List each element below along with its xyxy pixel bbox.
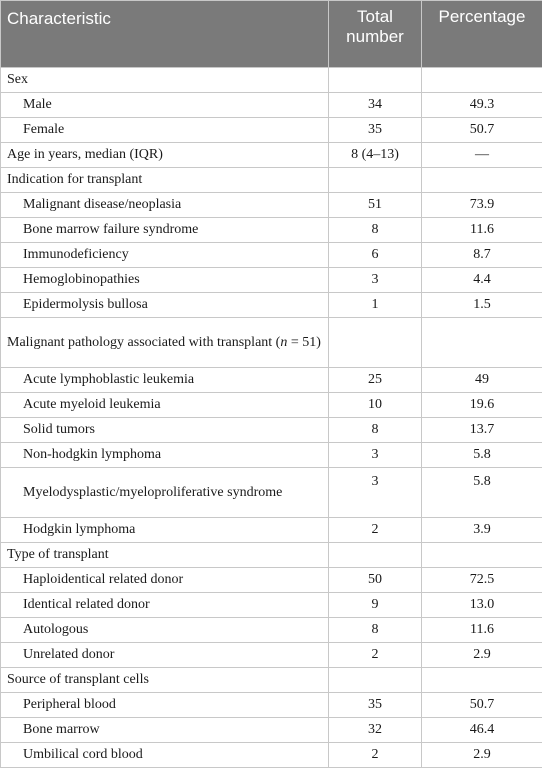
table-row — [1, 593, 542, 618]
table-row — [1, 643, 542, 668]
table-body — [1, 68, 542, 768]
section-label: Age in years, median (IQR) — [1, 143, 329, 168]
section-row — [1, 168, 542, 193]
percentage-cell: 50.7 — [422, 118, 542, 143]
table-row — [1, 268, 542, 293]
section-row — [1, 68, 542, 93]
table-row — [1, 393, 542, 418]
row-label: Hodgkin lymphoma — [1, 518, 329, 543]
percentage-cell: 49.3 — [422, 93, 542, 118]
label-part: Malignant pathology associated with transplant ( — [7, 335, 280, 350]
percentage-cell: 11.6 — [422, 218, 542, 243]
percentage-cell: 50.7 — [422, 693, 542, 718]
row-label: Male — [1, 93, 329, 118]
total-number-cell — [329, 318, 422, 368]
percentage-cell: 11.6 — [422, 618, 542, 643]
table-row — [1, 518, 542, 543]
total-number-cell: 51 — [329, 193, 422, 218]
total-number-cell: 2 — [329, 518, 422, 543]
percentage-cell: 13.0 — [422, 593, 542, 618]
total-number-cell: 8 (4–13) — [329, 143, 422, 168]
header-row — [1, 1, 542, 68]
percentage-cell: 73.9 — [422, 193, 542, 218]
row-label: Haploidentical related donor — [1, 568, 329, 593]
header-total-number: Total number — [329, 1, 422, 68]
table-row — [1, 568, 542, 593]
row-label: Malignant disease/neoplasia — [1, 193, 329, 218]
table-row — [1, 93, 542, 118]
percentage-cell: 19.6 — [422, 393, 542, 418]
percentage-cell: 46.4 — [422, 718, 542, 743]
row-label: Female — [1, 118, 329, 143]
table-row — [1, 293, 542, 318]
header-percentage: Percentage — [422, 1, 542, 68]
table-header — [1, 1, 542, 68]
percentage-cell: 3.9 — [422, 518, 542, 543]
percentage-cell — [422, 168, 542, 193]
table-row — [1, 468, 542, 518]
table-row — [1, 418, 542, 443]
table-row — [1, 618, 542, 643]
table-row — [1, 693, 542, 718]
row-label: Acute lymphoblastic leukemia — [1, 368, 329, 393]
table-row — [1, 193, 542, 218]
section-label — [1, 318, 329, 368]
row-label: Hemoglobinopathies — [1, 268, 329, 293]
row-label: Identical related donor — [1, 593, 329, 618]
row-label: Immunodeficiency — [1, 243, 329, 268]
label-n-italic: n — [280, 335, 287, 350]
table-row — [1, 118, 542, 143]
percentage-cell — [422, 318, 542, 368]
percentage-cell — [422, 543, 542, 568]
percentage-cell: 4.4 — [422, 268, 542, 293]
percentage-cell: 13.7 — [422, 418, 542, 443]
header-characteristic: Characteristic — [1, 1, 329, 68]
percentage-cell — [422, 68, 542, 93]
percentage-cell: 5.8 — [422, 443, 542, 468]
total-number-cell — [329, 668, 422, 693]
total-number-cell — [329, 168, 422, 193]
table-row — [1, 443, 542, 468]
total-number-cell — [329, 543, 422, 568]
table-row — [1, 243, 542, 268]
percentage-cell: 49 — [422, 368, 542, 393]
percentage-cell: 2.9 — [422, 643, 542, 668]
total-number-cell: 50 — [329, 568, 422, 593]
row-label: Peripheral blood — [1, 693, 329, 718]
percentage-cell: 5.8 — [422, 468, 542, 518]
table-row — [1, 218, 542, 243]
total-number-cell — [329, 68, 422, 93]
total-number-cell: 32 — [329, 718, 422, 743]
table-row — [1, 718, 542, 743]
section-row — [1, 543, 542, 568]
label-part: = 51) — [287, 335, 321, 350]
percentage-cell: 1.5 — [422, 293, 542, 318]
row-label: Solid tumors — [1, 418, 329, 443]
row-label: Myelodysplastic/myeloproliferative syndrome — [1, 468, 329, 518]
total-number-cell: 25 — [329, 368, 422, 393]
total-number-cell: 3 — [329, 468, 422, 518]
section-row — [1, 143, 542, 168]
table-row — [1, 368, 542, 393]
section-row — [1, 318, 542, 368]
row-label: Non-hodgkin lymphoma — [1, 443, 329, 468]
percentage-cell: 2.9 — [422, 743, 542, 768]
total-number-cell: 3 — [329, 443, 422, 468]
row-label: Bone marrow — [1, 718, 329, 743]
section-label: Source of transplant cells — [1, 668, 329, 693]
percentage-cell: — — [422, 143, 542, 168]
total-number-cell: 8 — [329, 418, 422, 443]
percentage-cell: 8.7 — [422, 243, 542, 268]
total-number-cell: 35 — [329, 118, 422, 143]
row-label: Umbilical cord blood — [1, 743, 329, 768]
total-number-cell: 34 — [329, 93, 422, 118]
row-label: Autologous — [1, 618, 329, 643]
total-number-cell: 9 — [329, 593, 422, 618]
row-label: Bone marrow failure syndrome — [1, 218, 329, 243]
total-number-cell: 2 — [329, 643, 422, 668]
total-number-cell: 35 — [329, 693, 422, 718]
percentage-cell — [422, 668, 542, 693]
row-label: Unrelated donor — [1, 643, 329, 668]
percentage-cell: 72.5 — [422, 568, 542, 593]
row-label: Acute myeloid leukemia — [1, 393, 329, 418]
section-row — [1, 668, 542, 693]
total-number-cell: 10 — [329, 393, 422, 418]
table-row — [1, 743, 542, 768]
total-number-cell: 1 — [329, 293, 422, 318]
total-number-cell: 8 — [329, 218, 422, 243]
total-number-cell: 2 — [329, 743, 422, 768]
section-label: Sex — [1, 68, 329, 93]
row-label: Epidermolysis bullosa — [1, 293, 329, 318]
total-number-cell: 6 — [329, 243, 422, 268]
section-label: Indication for transplant — [1, 168, 329, 193]
section-label: Type of transplant — [1, 543, 329, 568]
total-number-cell: 8 — [329, 618, 422, 643]
total-number-cell: 3 — [329, 268, 422, 293]
